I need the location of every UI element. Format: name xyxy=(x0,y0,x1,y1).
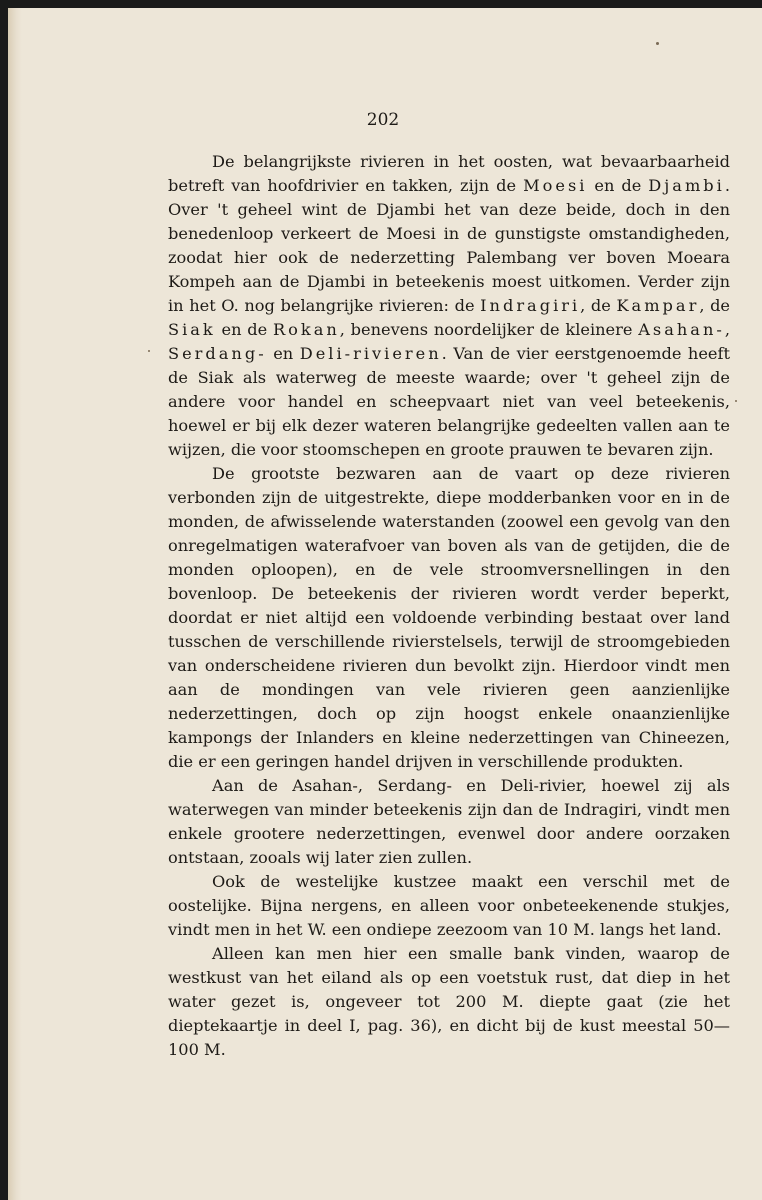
river-name-kampar: Kampar xyxy=(616,296,700,315)
p1-text-7: , benevens noordelijker de kleinere xyxy=(339,320,639,339)
page-binding-edge xyxy=(8,8,22,1200)
river-name-serdang: Serdang- xyxy=(168,344,267,363)
river-name-moesi: Moesi xyxy=(523,176,588,195)
paper-speck xyxy=(148,350,150,352)
river-name-djambi: Djambi xyxy=(648,176,725,195)
paper-speck xyxy=(656,42,659,45)
p1-text-6: en de xyxy=(215,320,273,339)
river-name-siak: Siak xyxy=(168,320,216,339)
p1-text-10: . Van de vier eerstgenoemde heeft de Siak als waterweg de meeste waarde; over 't geheel zijn de andere voor handel en scheepvaart niet van veel beteekenis, hoewel er bij elk dezer wateren belangrijke gedeelten vallen aan te wijzen, die voor stoomschepen en groote prauwen te bevaren zijn. xyxy=(168,344,731,459)
paragraph-4: Ook de westelijke kustzee maakt een verschil met de oostelijke. Bijna nergens, en alleen voor onbeteekenende stukjes, vindt men in het W. een ondiepe zeezoom van 10 M. langs het land. xyxy=(168,872,730,939)
p1-text-5: , de xyxy=(699,296,731,315)
p1-text-8: , xyxy=(724,320,730,339)
paragraph-1 xyxy=(168,150,730,462)
paper-speck xyxy=(735,400,737,402)
p1-text-9: en xyxy=(266,344,300,363)
paragraph-3: Aan de Asahan-, Serdang- en Deli-rivier, hoewel zij als waterwegen van minder beteekenis zijn dan de Indragiri, vindt men enkele grootere nederzettingen, evenwel door andere oorzaken ontstaan, zooals wij later zien zullen. xyxy=(168,776,730,867)
river-name-asahan: Asahan- xyxy=(638,320,725,339)
p1-text-2: en de xyxy=(587,176,649,195)
body-text xyxy=(168,150,730,1062)
p1-text-1: De belangrijkste rivieren in het oosten, wat bevaarbaarheid betreft van hoofdrivier en takken, zijn de xyxy=(168,152,730,195)
river-name-indragiri: Indragiri xyxy=(480,296,581,315)
page-number: 202 xyxy=(366,110,400,130)
p1-text-3: . Over 't geheel wint de Djambi het van deze beide, doch in den benedenloop verkeert de Moesi in de gunstigste omstandigheden, zoodat hier ook de nederzetting Palembang ver boven Moeara Kompeh aan de Djambi in beteekenis moest uitkomen. Verder zijn in het O. nog belangrijke rivieren: de xyxy=(168,176,730,315)
river-name-rokan: Rokan xyxy=(272,320,340,339)
p1-text-4: , de xyxy=(580,296,617,315)
paragraph-2: De grootste bezwaren aan de vaart op deze rivieren verbonden zijn de uitgestrekte, diepe modderbanken voor en in de monden, de afwisselende waterstanden (zoowel een gevolg van den onregelmatigen waterafvoer van boven als van de getijden, die de monden oploopen), en de vele stroomversnellingen in den bovenloop. De beteekenis der rivieren wordt verder beperkt, doordat er niet altijd een voldoende verbinding bestaat over land tusschen de verschillende rivierstelsels, terwijl de stroomgebieden van onderscheidene rivieren dun bevolkt zijn. Hierdoor vindt men aan de mondingen van vele rivieren geen aanzienlijke nederzettingen, doch op zijn hoogst enkele onaanzienlijke kampongs der Inlanders en kleine nederzettingen van Chineezen, die er een geringen handel drijven in verschillende produkten. xyxy=(168,464,730,771)
paragraph-5: Alleen kan men hier een smalle bank vinden, waarop de westkust van het eiland als op een voetstuk rust, dat diep in het water gezet is, ongeveer tot 200 M. diepte gaat (zie het dieptekaartje in deel I, pag. 36), en dicht bij de kust meestal 50—100 M. xyxy=(168,944,730,1059)
river-name-deli: Deli-rivieren xyxy=(299,344,442,363)
